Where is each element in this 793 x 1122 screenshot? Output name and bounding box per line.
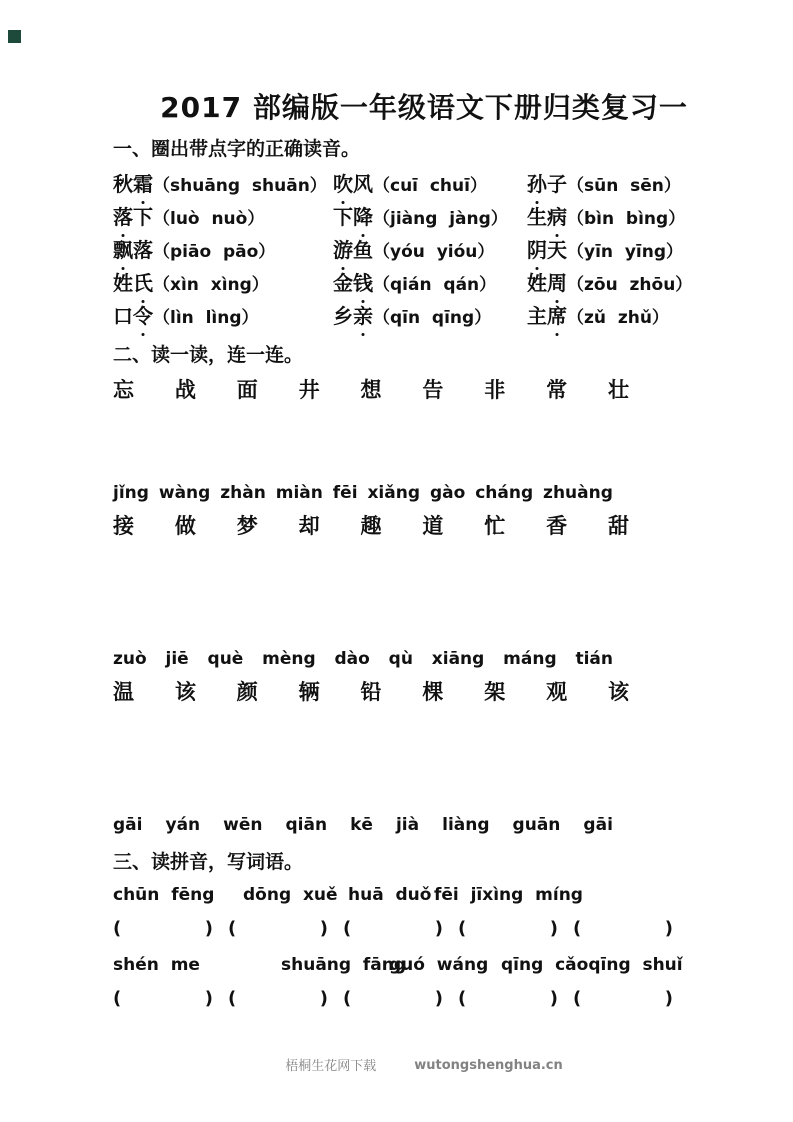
pinyin-options: （yīn yīng） [567,242,684,262]
close-bracket: ) [204,918,213,939]
pinyin-choice-item [333,202,527,235]
pinyin-choice-item [113,202,333,235]
word-post: 落 [133,240,153,262]
pinyin-options: （zǔ zhǔ） [567,308,669,328]
word-post: 天 [547,240,567,262]
pinyin-syllable: cháng [475,483,534,503]
word-dotted-char: 吹 [333,169,353,202]
pinyin-syllable: gào [429,483,466,503]
word-dotted-char: 病 [547,202,567,235]
pinyin-options: （qīn qīng） [373,308,492,328]
page-title: 2017 部编版一年级语文下册归类复习一 [160,91,688,124]
close-bracket: ) [434,918,443,939]
word-post: 子 [547,174,567,196]
word-dotted-char: 飘 [113,235,133,268]
footer-site-url: wutongshenghua.cn [414,1058,563,1073]
pinyin-choice-item [333,268,527,301]
pinyin-syllable: liàng [442,815,490,835]
word-hanzi [113,174,153,196]
answer-bracket-pair [113,982,213,1015]
pinyin-choice-item [527,268,735,301]
hanzi-char: 井 [298,378,320,402]
pinyin-syllable: miàn [275,483,323,503]
pinyin-choice-item [527,235,735,268]
hanzi-char: 观 [546,680,568,704]
hanzi-char: 甜 [608,514,629,538]
close-bracket: ) [664,988,673,1009]
pinyin-options: （bìn bìng） [567,209,686,229]
answer-bracket-pair [228,912,328,945]
hanzi-char: 却 [298,514,320,538]
answer-bracket-pair [573,912,673,945]
open-bracket: ( [343,988,352,1009]
word-dotted-char: 亲 [353,301,373,334]
word-hanzi [527,207,567,229]
hanzi-char: 接 [113,514,134,538]
section2-heading: 二、读一读，连一连。 [113,344,304,366]
word-hanzi [113,306,153,328]
pinyin-word: fēi jī [434,885,483,905]
pinyin-syllable: jiē [165,649,189,669]
word-hanzi [113,207,153,229]
hanzi-char: 忘 [113,378,134,402]
answer-bracket-pair [343,912,443,945]
word-hanzi [527,174,567,196]
open-bracket: ( [113,988,122,1009]
pinyin-choice-item [333,169,527,202]
word-dotted-char: 霜 [133,169,153,202]
word-dotted-char: 阴 [527,235,547,268]
hanzi-char: 棵 [422,680,444,704]
pinyin-options: （qián qán） [373,275,497,295]
answer-brackets-row-1 [113,912,735,945]
pinyin-syllable: kē [350,815,373,835]
hanzi-char: 梦 [236,514,258,538]
word-hanzi [527,240,567,262]
page-footer [113,1057,735,1075]
close-bracket: ) [549,918,558,939]
pinyin-choice-item [113,235,333,268]
write-words-pinyin-row-1 [113,879,735,912]
pinyin-syllable: fēi [332,483,358,503]
pinyin-syllable: xiāng [431,649,485,669]
pinyin-options: （shuāng shuān） [153,176,327,196]
pinyin-syllable: xiǎng [367,483,421,503]
pinyin-options: （yóu yióu） [373,242,495,262]
word-hanzi [333,306,373,328]
pinyin-syllable: gāi [113,815,143,835]
pinyin-syllable: mèng [262,649,316,669]
pinyin-options: （sūn sēn） [567,176,681,196]
pinyin-choice-item [527,169,735,202]
hanzi-char: 常 [546,378,568,402]
open-bracket: ( [228,918,237,939]
close-bracket: ) [664,918,673,939]
pinyin-syllable: guān [512,815,561,835]
word-dotted-char: 游 [333,235,353,268]
word-hanzi [333,273,373,295]
word-post: 下 [133,207,153,229]
pinyin-syllable: qiān [285,815,328,835]
pinyin-syllable: gāi [583,815,613,835]
match-pinyin-row-1 [113,481,613,505]
open-bracket: ( [458,918,467,939]
hanzi-char: 该 [174,680,196,704]
hanzi-char: 忙 [484,514,506,538]
answer-bracket-pair [573,982,673,1015]
word-dotted-char: 降 [353,202,373,235]
pinyin-choice-item [527,202,735,235]
word-hanzi [333,240,373,262]
pinyin-syllable: yán [165,815,201,835]
word-pre: 乡 [333,306,353,328]
pinyin-syllable: wēn [223,815,263,835]
footer-site-name: 梧桐生花网下载 [285,1058,377,1073]
word-dotted-char: 周 [547,268,567,301]
pinyin-options: （lìn lìng） [153,308,259,328]
close-bracket: ) [204,988,213,1009]
word-pre: 口 [113,306,133,328]
hanzi-char: 颜 [236,680,258,704]
match-pinyin-row-2 [113,647,613,671]
word-pre: 秋 [113,174,133,196]
hanzi-char: 该 [608,680,629,704]
pinyin-choice-item [527,301,735,334]
pinyin-word: shén me [113,955,200,975]
pinyin-word: huā duǒ [348,885,432,905]
answer-bracket-pair [343,982,443,1015]
pinyin-word: xìng míng [482,885,583,905]
match-hanzi-row-3 [113,679,629,705]
word-dotted-char: 令 [133,301,153,334]
pinyin-choice-item [333,235,527,268]
close-bracket: ) [434,988,443,1009]
hanzi-char: 非 [484,378,506,402]
close-bracket: ) [549,988,558,1009]
open-bracket: ( [573,918,582,939]
pinyin-syllable: zuò [113,649,147,669]
hanzi-char: 道 [422,514,444,538]
pinyin-syllable: jià [395,815,420,835]
section1-heading: 一、圈出带点字的正确读音。 [113,138,361,160]
pinyin-options: （jiàng jàng） [373,209,508,229]
word-pre: 姓 [113,273,133,295]
corner-mark [8,30,21,43]
word-dotted-char: 席 [547,301,567,334]
open-bracket: ( [228,988,237,1009]
hanzi-char: 壮 [608,378,629,402]
open-bracket: ( [573,988,582,1009]
pinyin-syllable: zhàn [220,483,266,503]
open-bracket: ( [343,918,352,939]
pinyin-syllable: dào [334,649,370,669]
pinyin-choice-item [113,301,333,334]
answer-bracket-pair [458,912,558,945]
hanzi-char: 告 [422,378,444,402]
close-bracket: ) [319,918,328,939]
hanzi-char: 香 [546,514,568,538]
word-hanzi [333,207,373,229]
pinyin-choice-item [113,169,333,202]
pinyin-word: qīng cǎo [501,955,589,975]
hanzi-char: 想 [360,378,382,402]
hanzi-char: 铅 [360,680,382,704]
pinyin-syllable: què [207,649,244,669]
pinyin-options: （cuī chuī） [373,176,487,196]
pinyin-word: guó wáng [389,955,489,975]
pinyin-options: （luò nuò） [153,209,265,229]
word-hanzi [113,273,153,295]
pinyin-syllable: jǐng [113,483,149,503]
match-pinyin-row-3 [113,813,613,837]
answer-bracket-pair [113,912,213,945]
answer-brackets-row-2 [113,982,735,1015]
pinyin-syllable: tián [575,649,613,669]
hanzi-char: 辆 [298,680,320,704]
pinyin-syllable: zhuàng [543,483,613,503]
pinyin-syllable: máng [503,649,557,669]
word-hanzi [113,240,153,262]
word-pre: 主 [527,306,547,328]
word-post: 鱼 [353,240,373,262]
write-words-pinyin-row-2 [113,949,735,982]
word-post: 风 [353,174,373,196]
answer-bracket-pair [228,982,328,1015]
hanzi-char: 面 [236,378,258,402]
word-pre: 姓 [527,273,547,295]
pinyin-syllable: wàng [158,483,211,503]
pinyin-choice-item [333,301,527,334]
word-dotted-char: 钱 [353,268,373,301]
word-pre: 金 [333,273,353,295]
word-hanzi [333,174,373,196]
pinyin-word: dōng xuě [243,885,338,905]
section3-heading: 三、读拼音，写词语。 [113,851,304,873]
match-hanzi-row-2 [113,513,629,539]
hanzi-char: 做 [174,514,196,538]
pinyin-options: （xìn xìng） [153,275,269,295]
word-pre: 下 [333,207,353,229]
answer-bracket-pair [458,982,558,1015]
word-hanzi [527,306,567,328]
word-dotted-char: 氏 [133,268,153,301]
open-bracket: ( [113,918,122,939]
pinyin-options: （piāo pāo） [153,242,276,262]
hanzi-char: 战 [174,378,196,402]
pinyin-options: （zōu zhōu） [567,275,693,295]
pinyin-choice-item [113,268,333,301]
close-bracket: ) [319,988,328,1009]
pinyin-word: shuāng fāng [281,955,407,975]
word-hanzi [527,273,567,295]
pinyin-syllable: qù [388,649,413,669]
pinyin-word: qīng shuǐ [588,955,683,975]
pinyin-word: chūn fēng [113,885,215,905]
hanzi-char: 温 [113,680,134,704]
hanzi-char: 架 [484,680,506,704]
pinyin-choice-grid [113,169,735,334]
match-hanzi-row-1 [113,377,629,403]
hanzi-char: 趣 [360,514,382,538]
word-dotted-char: 落 [113,202,133,235]
word-dotted-char: 孙 [527,169,547,202]
word-pre: 生 [527,207,547,229]
open-bracket: ( [458,988,467,1009]
